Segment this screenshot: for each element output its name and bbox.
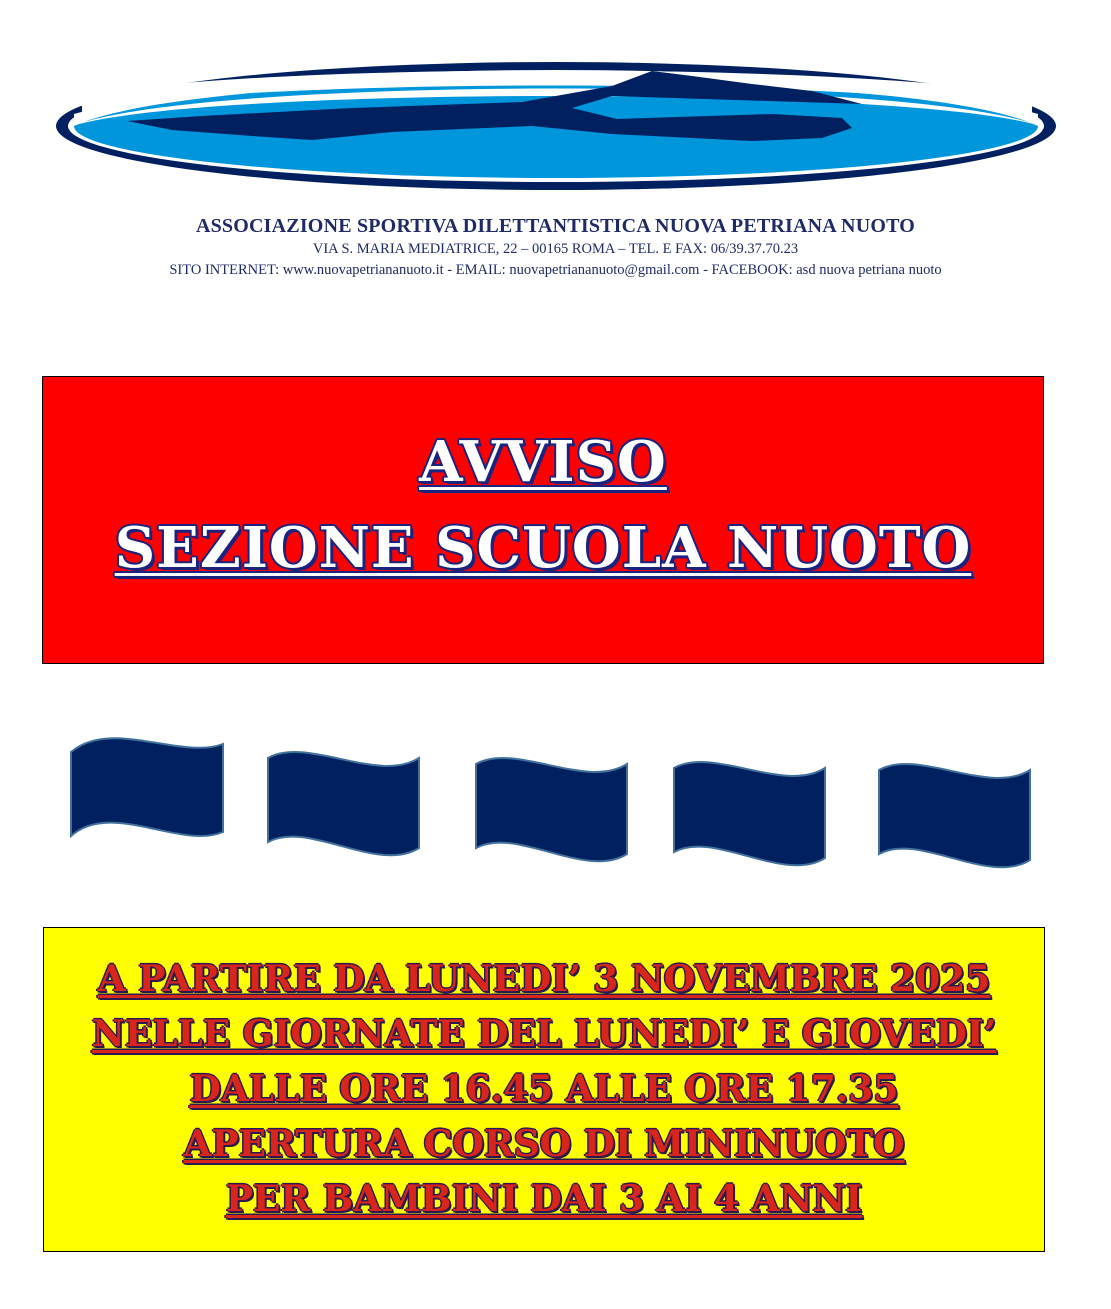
notice-subtitle: SEZIONE SCUOLA NUOTO [114,515,972,581]
wave-flag-icon [879,764,1030,867]
swimmer-logo-icon [52,56,1060,196]
wave-flag-icon [476,758,627,861]
wave-flags-row [0,720,1111,880]
organization-address: VIA S. MARIA MEDIATRICE, 22 – 00165 ROMA – TEL. E FAX: 06/39.37.70.23 [312,241,799,257]
organization-header [0,213,1111,281]
notice-title: AVVISO [419,429,667,495]
announcement-line: PER BAMBINI DAI 3 AI 4 ANNI [225,1178,863,1220]
announcement-line: APERTURA CORSO DI MININUOTO [183,1123,905,1165]
wave-flag-icon [268,752,419,855]
organization-contacts: SITO INTERNET: www.nuovapetriananuoto.it - EMAIL: nuovapetriananuoto@gmail.com - FACEBOOK: asd nuova petriana nuoto [169,262,942,278]
announcement-box [43,927,1045,1252]
announcement-line: A PARTIRE DA LUNEDI’ 3 NOVEMBRE 2025 [97,958,991,1000]
wave-flag-icon [71,738,223,836]
announcement-line: DALLE ORE 16.45 ALLE ORE 17.35 [189,1068,899,1110]
wave-flag-icon [674,762,825,865]
announcement-line: NELLE GIORNATE DEL LUNEDI’ E GIOVEDI’ [91,1013,997,1055]
organization-name: ASSOCIAZIONE SPORTIVA DILETTANTISTICA NUOVA PETRIANA NUOTO [195,215,916,237]
notice-banner [42,376,1044,664]
